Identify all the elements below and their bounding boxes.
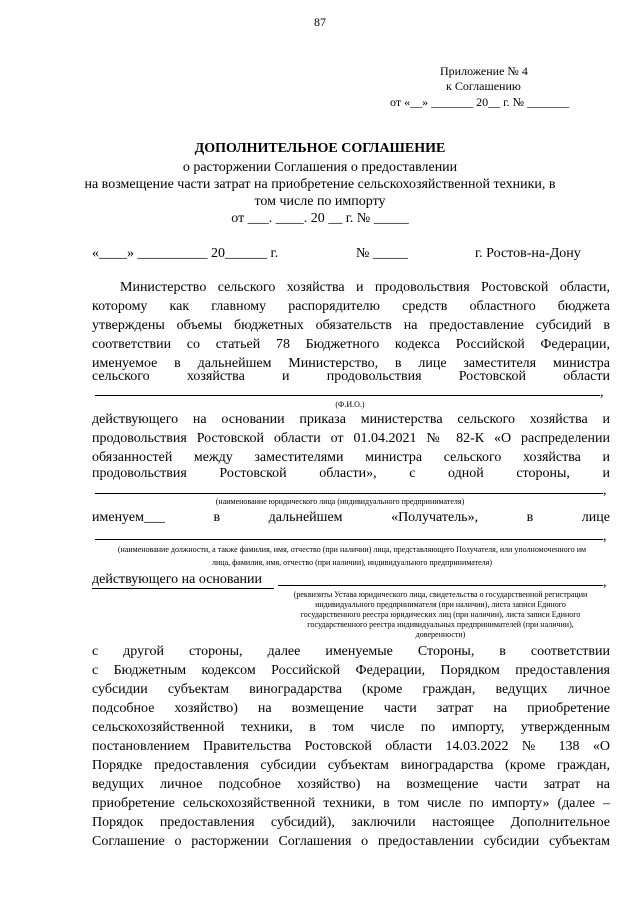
- para2-line-1: действующего на основании приказа министерства сельского хозяйства и: [92, 412, 610, 427]
- agreement-number: № _____: [356, 246, 408, 261]
- acting-basis-label: действующего на основании: [92, 572, 263, 587]
- named-word-6: лице: [581, 510, 610, 525]
- recipient-comma: ,: [603, 483, 607, 498]
- named-word-5: в: [526, 510, 534, 525]
- document-subtitle-2: на возмещение части затрат на приобретение сельскохозяйственной техники, в: [84, 177, 556, 192]
- recipient-name-note: (наименование юридического лица (индивидуального предпринимателя): [215, 497, 465, 506]
- para1-line-4: соответствии со статьей 78 Бюджетного кодекса Российской Федерации,: [92, 337, 610, 352]
- named-word-4: «Получатель»,: [391, 510, 479, 525]
- para1-line-2: которому как главному распорядителю средств областного бюджета: [92, 299, 610, 314]
- fio-line: [95, 395, 600, 396]
- document-subtitle-3: том числе по импорту: [254, 194, 386, 209]
- basis-note-2: индивидуального предпринимателя (при наличии), листа записи Единого: [315, 600, 566, 609]
- basis-note-3: государственного реестра юридических лиц (при наличии), листа записи Единого: [300, 610, 581, 619]
- appendix-title: Приложение № 4: [440, 64, 528, 78]
- para3-line-2: с Бюджетным кодексом Российской Федерации, Порядком предоставления: [92, 663, 610, 678]
- acting-basis-underline: [92, 588, 274, 589]
- named-recipient-line: [92, 508, 610, 527]
- appendix-date-number: от «__» _______ 20__ г. № _______: [390, 95, 570, 109]
- named-word-3: дальнейшем: [268, 510, 343, 525]
- document-title: ДОПОЛНИТЕЛЬНОЕ СОГЛАШЕНИЕ: [194, 141, 446, 156]
- para2-line-3: обязанностей между заместителями министра сельского хозяйства и: [92, 450, 610, 465]
- basis-comma: ,: [603, 575, 607, 590]
- para3-line-5: сельскохозяйственной техники, в том числе по импорту, утвержденным: [92, 720, 610, 735]
- basis-note-1: (реквизиты Устава юридического лица, свидетельства о государственной регистрации: [293, 590, 588, 599]
- document-subtitle-1: о расторжении Соглашения о предоставлении: [182, 160, 458, 175]
- named-word-1: именуем___: [92, 510, 165, 525]
- position-line: [95, 539, 603, 540]
- para3-line-7: Порядке предоставления субсидии субъектам виноградарства (кроме граждан,: [92, 758, 610, 773]
- basis-line: [278, 585, 603, 586]
- para2-line-4: продовольствия Ростовской области», с одной стороны, и: [92, 466, 610, 481]
- position-comma: ,: [603, 529, 607, 544]
- position-note-1: (наименование должности, а также фамилия, имя, отчество (при наличии) лица, представляющего Получателя, или уполномоченного им: [117, 545, 587, 554]
- basis-note-5: доверенности): [415, 630, 466, 639]
- position-note-2: лица, фамилия, имя, отчество (при наличии), индивидуального предпринимателя): [212, 558, 492, 567]
- para1-line-5: именуемое в дальнейшем Министерство, в лице заместителя министра: [92, 356, 610, 371]
- para3-line-6: постановлением Правительства Ростовской области 14.03.2022 № 138 «О: [92, 739, 610, 754]
- agreement-city: г. Ростов-на-Дону: [475, 246, 581, 261]
- para3-line-1: с другой стороны, далее именуемые Стороны, в соответствии: [92, 644, 610, 659]
- para2-line-2: продовольствия Ростовской области от 01.04.2021 № 82-К «О распределении: [92, 431, 610, 446]
- recipient-name-line: [95, 493, 603, 494]
- para1-line-3: утверждены объемы бюджетных обязательств на предоставление субсидий в: [92, 318, 610, 333]
- para3-line-3: субсидии субъектам виноградарства (кроме граждан, ведущих личное: [92, 682, 610, 697]
- para3-line-9: приобретение сельскохозяйственной техники, в том числе по импорту» (далее –: [92, 796, 610, 811]
- para3-line-10: Порядок предоставления субсидий), заключили настоящее Дополнительное: [92, 815, 610, 830]
- fio-comma: ,: [600, 385, 604, 400]
- para3-line-4: подсобное хозяйство) на возмещение части затрат на приобретение: [92, 701, 610, 716]
- basis-note-4: государственного реестра индивидуальных предпринимателей (при наличии),: [307, 620, 574, 629]
- appendix-agreement-ref: к Соглашению: [446, 79, 521, 93]
- para1-line-6: сельского хозяйства и продовольствия Ростовской области: [92, 369, 610, 384]
- named-word-2: в: [213, 510, 221, 525]
- page-number: 87: [314, 15, 326, 29]
- para1-line-1: Министерство сельского хозяйства и продовольствия Ростовской области,: [120, 280, 610, 295]
- para3-line-11: Соглашение о расторжении Соглашения о предоставлении субсидии субъектам: [92, 834, 610, 849]
- document-date-number: от ___. ____. 20 __ г. № _____: [231, 211, 409, 226]
- agreement-date: «____» __________ 20______ г.: [92, 246, 279, 261]
- fio-label: (Ф.И.О.): [335, 400, 365, 409]
- para3-line-8: ведущих личное подсобное хозяйство) на возмещение части затрат на: [92, 777, 610, 792]
